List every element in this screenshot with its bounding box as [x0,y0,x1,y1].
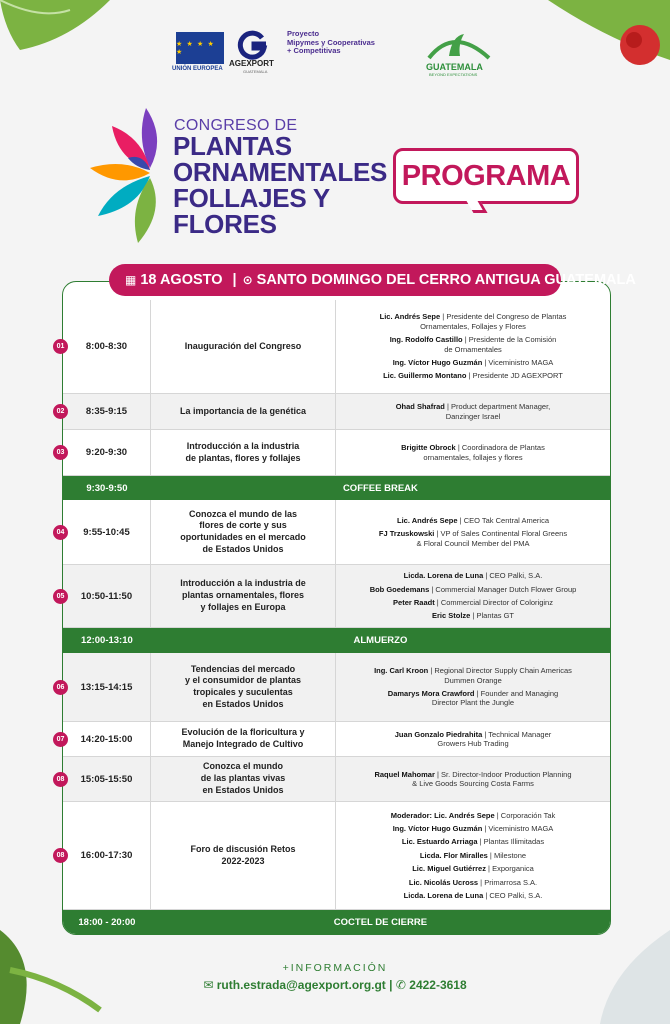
speaker-entry: Lic. Andrés Sepe | CEO Tak Central America [396,515,549,525]
speaker-role: Presidente JD AGEXPORT [472,371,563,381]
session-row [63,394,610,430]
speaker-entry: FJ Trzuskowski | VP of Sales Continental Floral Greens & Floral Council Member del PMA [378,529,568,548]
banner-separator: | [232,272,237,288]
session-speakers [336,722,610,756]
speaker-entry: Damarys Mora Crawford | Founder and Managing Director Plant the Jungle [387,689,559,708]
session-time: 13:15-14:15 [63,653,151,721]
speaker-name: Lic. Andrés Sepe [396,515,458,525]
speaker-entry: Peter Raadt | Commercial Director of Coloriginz [393,598,553,607]
session-row [63,757,610,802]
session-time: 9:20-9:30 [63,430,151,475]
speaker-name: Lic. Nicolás Ucross [408,877,479,887]
session-topic: Tendencias del mercado y el consumidor de plantas tropicales y suculentas en Estados Unidos [151,653,336,721]
speaker-name: Bob Goedemans [369,584,430,594]
speaker-name: Lic. Guillermo Montano [383,371,467,381]
speaker-entry: Lic. Nicolás Ucross | Primarrosa S.A. [408,877,538,887]
agexport-label: AGEXPORT [229,59,274,68]
session-row [63,500,610,565]
session-time: 8:35-9:15 [63,394,151,429]
session-topic: Foro de discusión Retos 2022-2023 [151,802,336,909]
session-topic: La importancia de la genética [151,394,336,429]
session-row [63,300,610,394]
break-time: 12:00-13:10 [81,635,133,646]
speaker-entry: Eric Stolze | Plantas GT [432,611,514,621]
speaker-entry: Ing. Rodolfo Castillo | Presidente de la Comisión de Ornamentales [389,335,557,354]
contact-email[interactable]: ruth.estrada@agexport.org.gt [216,978,386,992]
break-time: 9:30-9:50 [86,482,128,494]
speaker-name: Peter Raadt [393,598,435,607]
session-number-badge: 07 [53,732,68,747]
session-speakers [336,394,610,429]
session-row [63,802,610,910]
speaker-role: CEO Palki, S.A. [489,571,543,581]
session-topic: Evolución de la floricultura y Manejo Integrado de Cultivo [151,722,336,756]
event-date: 18 AGOSTO [140,272,223,288]
date-location-banner [109,264,636,296]
speaker-name: Lic. Miguel Gutiérrez [412,864,486,874]
speaker-role: Coordinadora de Plantas ornamentales, follajes y flores [423,443,545,462]
session-row [63,722,610,757]
speaker-name: Lic. Estuardo Arriaga [401,837,478,847]
speaker-name: Damarys Mora Crawford [387,689,475,698]
leaf-decoration-bottom-right [580,930,670,1024]
leaf-decoration-top-right [548,0,670,80]
session-time: 8:00-8:30 [63,300,151,393]
session-topic: Introducción a la industria de plantas, flores y follajes [151,430,336,475]
speaker-role: Corporación Tak [500,810,556,820]
speaker-role: CEO Tak Central America [463,515,549,525]
speaker-entry: Juan Gonzalo Piedrahita | Technical Manager Growers Hub Trading [394,729,552,748]
speaker-role: Presidente del Congreso de Plantas Ornamentales, Follajes y Flores [420,312,567,331]
session-row [63,430,610,476]
session-number-badge: 08 [53,772,68,787]
speaker-name: Ing. Rodolfo Castillo [389,335,463,345]
session-number-badge: 03 [53,445,68,460]
session-topic: Introducción a la industria de plantas ornamentales, flores y follajes en Europa [151,565,336,627]
session-speakers [336,430,610,475]
guatemala-sublabel: BEYOND EXPECTATIONS [429,72,478,77]
agexport-logo-icon [236,30,270,60]
speaker-name: Moderador: Lic. Andrés Sepe [390,810,495,820]
session-number-badge: 02 [53,404,68,419]
session-time: 14:20-15:00 [63,722,151,756]
speaker-name: Raquel Mahomar [374,769,435,779]
flower-logo-icon [88,98,168,248]
session-time: 15:05-15:50 [63,757,151,801]
speaker-role: Presidente de la Comisión de Ornamentales [444,335,557,354]
speaker-role: CEO Palki, S.A. [489,890,543,900]
speaker-role: Plantas Illimitadas [483,837,545,847]
break-label: COCTEL DE CIERRE [333,916,428,928]
speaker-name: Ing. Víctor Hugo Guzmán [392,824,483,834]
session-time: 9:55-10:45 [63,500,151,564]
speaker-role: Commercial Director of Coloriginz [440,598,553,607]
speaker-role: Milestone [493,850,527,860]
session-number-badge: 01 [53,339,68,354]
session-number-badge: 06 [53,680,68,695]
title-main: PLANTAS ORNAMENTALES FOLLAJES Y FLORES [173,131,388,239]
speaker-entry: Lic. Andrés Sepe | Presidente del Congreso de Plantas Ornamentales, Follajes y Flores [379,312,567,331]
schedule-table [62,281,611,935]
speaker-role: Founder and Managing Director Plant the Jungle [431,689,559,708]
leaf-decoration-top-left [0,0,110,60]
break-row [63,476,610,500]
speaker-entry: Licda. Lorena de Luna | CEO Palki, S.A. [403,571,543,581]
speaker-name: FJ Trzuskowski [378,529,435,539]
speaker-role: Regional Director Supply Chain Americas Dummen Orange [434,666,572,685]
session-speakers [336,802,610,909]
speaker-name: Ohad Shafrad [395,402,445,412]
session-topic: Conozca el mundo de las plantas vivas en Estados Unidos [151,757,336,801]
session-speakers [336,757,610,801]
event-location: SANTO DOMINGO DEL CERRO ANTIGUA GUATEMALA [256,272,636,288]
speaker-entry: Lic. Guillermo Montano | Presidente JD AGEXPORT [383,371,563,381]
session-speakers [336,500,610,564]
proyecto-text: Proyecto Mipymes y Cooperativas + Competitivas [287,29,375,56]
speaker-entry: Raquel Mahomar | Sr. Director-Indoor Production Planning & Live Goods Sourcing Costa Farms [374,769,572,788]
speaker-entry: Licda. Lorena de Luna | CEO Palki, S.A. [403,890,543,900]
speaker-name: Ing. Víctor Hugo Guzmán [392,357,483,367]
speaker-entry: Ing. Víctor Hugo Guzmán | Viceministro MAGA [392,824,554,834]
speaker-entry: Brigitte Obrock | Coordinadora de Plantas ornamentales, follajes y flores [401,443,545,462]
location-pin-icon: ⊙ [242,273,253,287]
session-speakers [336,565,610,627]
speaker-entry: Bob Goedemans | Commercial Manager Dutch Flower Group [369,584,577,594]
break-time: 18:00 - 20:00 [78,916,136,928]
session-speakers [336,300,610,393]
session-row [63,565,610,628]
guatemala-label: GUATEMALA [426,62,483,72]
speaker-entry: Ohad Shafrad | Product department Manager, Danzinger Israel [395,402,551,421]
more-info-label: +INFORMACIÓN [282,962,388,974]
speaker-name: Brigitte Obrock [401,443,456,453]
session-number-badge: 08 [53,848,68,863]
eu-flag-logo: ★ ★ ★ ★ ★ [176,32,224,64]
session-number-badge: 05 [53,589,68,604]
speaker-role: Product department Manager, Danzinger Israel [445,402,551,421]
speaker-entry: Licda. Flor Miralles | Milestone [419,850,527,860]
email-icon: ✉ [203,978,214,992]
session-number-badge: 04 [53,525,68,540]
break-row [63,628,610,653]
speaker-role: Technical Manager Growers Hub Trading [437,729,552,748]
speaker-name: Licda. Flor Miralles [419,850,488,860]
speaker-name: Licda. Lorena de Luna [403,890,484,900]
session-row [63,653,610,722]
eu-label: UNIÓN EUROPEA [172,66,223,72]
speaker-name: Eric Stolze [432,611,471,621]
programa-badge: PROGRAMA [393,148,579,204]
speaker-entry: Ing. Carl Kroon | Regional Director Supply Chain Americas Dummen Orange [374,666,572,685]
speaker-role: Exporganica [492,864,534,874]
session-time: 16:00-17:30 [63,802,151,909]
speaker-role: Plantas GT [476,611,514,621]
speaker-name: Lic. Andrés Sepe [379,312,441,322]
calendar-icon: ▦ [125,273,137,287]
speaker-entry: Lic. Estuardo Arriaga | Plantas Illimitadas [401,837,545,847]
contact-line [0,978,670,992]
break-label: COFFEE BREAK [342,482,418,494]
speaker-role: Primarrosa S.A. [484,877,538,887]
contact-phone[interactable]: 2422-3618 [409,978,467,992]
session-time: 10:50-11:50 [63,565,151,627]
speaker-entry: Lic. Miguel Gutiérrez | Exporganica [412,864,534,874]
break-row [63,910,610,934]
speaker-name: Juan Gonzalo Piedrahita [394,729,483,739]
contact-separator: | [389,978,393,992]
session-speakers [336,653,610,721]
session-topic: Inauguración del Congreso [151,300,336,393]
speaker-name: Licda. Lorena de Luna [403,571,484,581]
break-label: ALMUERZO [353,635,408,646]
speaker-role: Viceministro MAGA [488,357,554,367]
session-topic: Conozca el mundo de las flores de corte y sus oportunidades en el mercado de Estados Unidos [151,500,336,564]
speaker-name: Ing. Carl Kroon [374,666,429,676]
speaker-entry: Ing. Víctor Hugo Guzmán | Viceministro MAGA [392,357,554,367]
title-congreso: CONGRESO DE [174,117,298,134]
speaker-role: Sr. Director-Indoor Production Planning & Live Goods Sourcing Costa Farms [412,769,572,788]
phone-icon: ✆ [395,978,406,992]
speaker-role: Viceministro MAGA [488,824,554,834]
speaker-role: Commercial Manager Dutch Flower Group [435,584,577,594]
speaker-entry: Moderador: Lic. Andrés Sepe | Corporación Tak [390,810,556,820]
speaker-role: VP of Sales Continental Floral Greens & Floral Council Member del PMA [416,529,568,548]
agexport-sublabel: GUATEMALA [243,69,268,74]
